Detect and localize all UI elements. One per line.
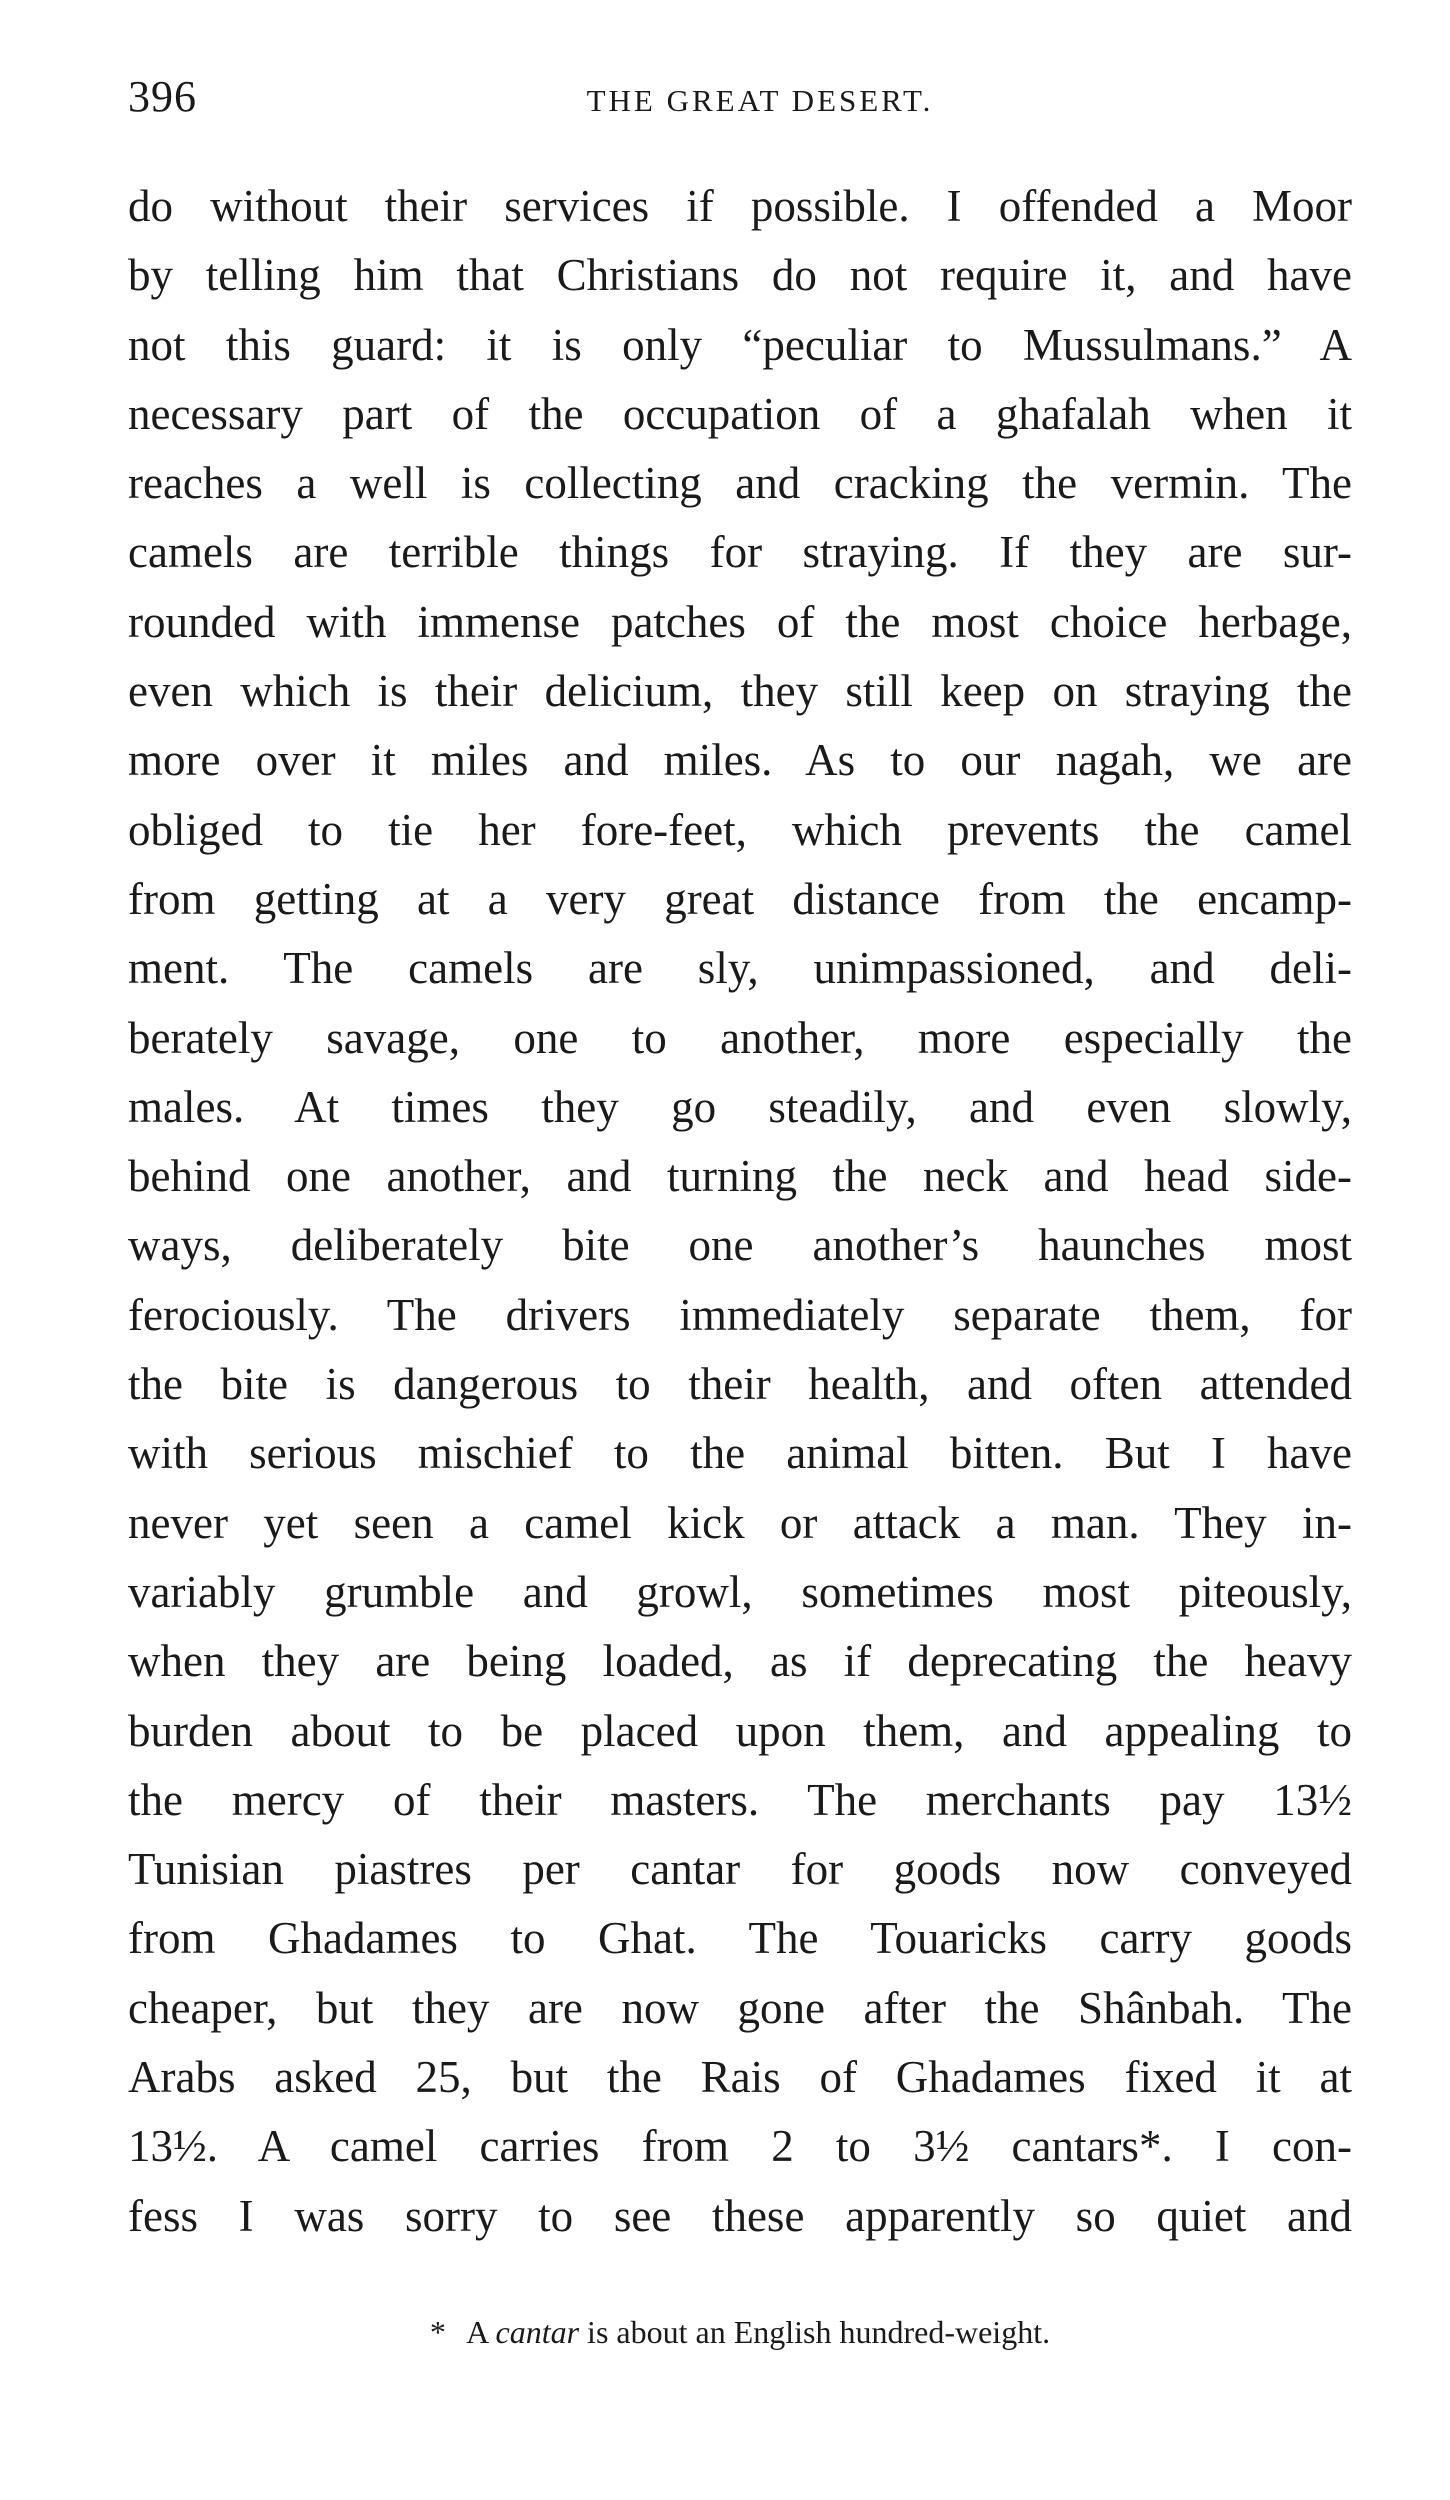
text-line: reaches a well is collecting and cracking the vermin. The — [128, 458, 1352, 509]
text-line: the mercy of their masters. The merchants pay 13½ — [128, 1774, 1352, 1825]
text-line: Arabs asked 25, but the Rais of Ghadames fixed it at — [128, 2052, 1352, 2103]
footnote — [128, 2302, 1352, 2362]
text-line: variably grumble and growl, sometimes most piteously, — [128, 1566, 1352, 1617]
text-line: by telling him that Christians do not require it, and have — [128, 250, 1352, 301]
text-line: when they are being loaded, as if deprecating the heavy — [128, 1636, 1352, 1687]
text-line: burden about to be placed upon them, and appealing to — [128, 1705, 1352, 1756]
page-number: 396 — [128, 72, 197, 121]
text-line: not this guard: it is only “peculiar to Mussulmans.” A — [128, 319, 1352, 370]
text-line: berately savage, one to another, more especially the — [128, 1012, 1352, 1063]
text-line: rounded with immense patches of the most choice herbage, — [128, 596, 1352, 647]
text-line: Tunisian piastres per cantar for goods now conveyed — [128, 1844, 1352, 1895]
text-line: never yet seen a camel kick or attack a man. They in- — [128, 1497, 1352, 1548]
text-line: obliged to tie her fore-feet, which prevents the camel — [128, 804, 1352, 855]
text-line: necessary part of the occupation of a ghafalah when it — [128, 388, 1352, 439]
text-line: from getting at a very great distance from the encamp- — [128, 873, 1352, 924]
text-line: males. At times they go steadily, and even slowly, — [128, 1081, 1352, 1132]
text-line: ment. The camels are sly, unimpassioned, and deli- — [128, 943, 1352, 994]
footnote-term: cantar — [495, 2314, 580, 2350]
footnote-text: is about an English hundred-weight. — [587, 2314, 1051, 2350]
footnote-marker: * — [429, 2314, 446, 2350]
text-line: camels are terrible things for straying. If they are sur- — [128, 527, 1352, 578]
text-line: with serious mischief to the animal bitten. But I have — [128, 1428, 1352, 1479]
text-line: behind one another, and turning the neck and head side- — [128, 1151, 1352, 1202]
page-header — [128, 62, 1372, 132]
text-line: ferociously. The drivers immediately separate them, for — [128, 1289, 1352, 1340]
text-line: cheaper, but they are now gone after the Shânbah. The — [128, 1982, 1352, 2033]
text-line: from Ghadames to Ghat. The Touaricks carry goods — [128, 1913, 1352, 1964]
text-line: ways, deliberately bite one another’s haunches most — [128, 1220, 1352, 1271]
body-text — [128, 172, 1352, 2251]
text-line: the bite is dangerous to their health, and often attended — [128, 1359, 1352, 1410]
text-line: 13½. A camel carries from 2 to 3½ cantars*. I con- — [128, 2121, 1352, 2172]
text-line: do without their services if possible. I offended a Moor — [128, 181, 1352, 231]
running-title: THE GREAT DESERT. — [586, 83, 934, 118]
text-line: more over it miles and miles. As to our nagah, we are — [128, 735, 1352, 786]
text-line: fess I was sorry to see these apparently so quiet and — [128, 2190, 1352, 2241]
footnote-prefix: A — [466, 2314, 488, 2350]
text-line: even which is their delicium, they still keep on straying the — [128, 666, 1352, 717]
